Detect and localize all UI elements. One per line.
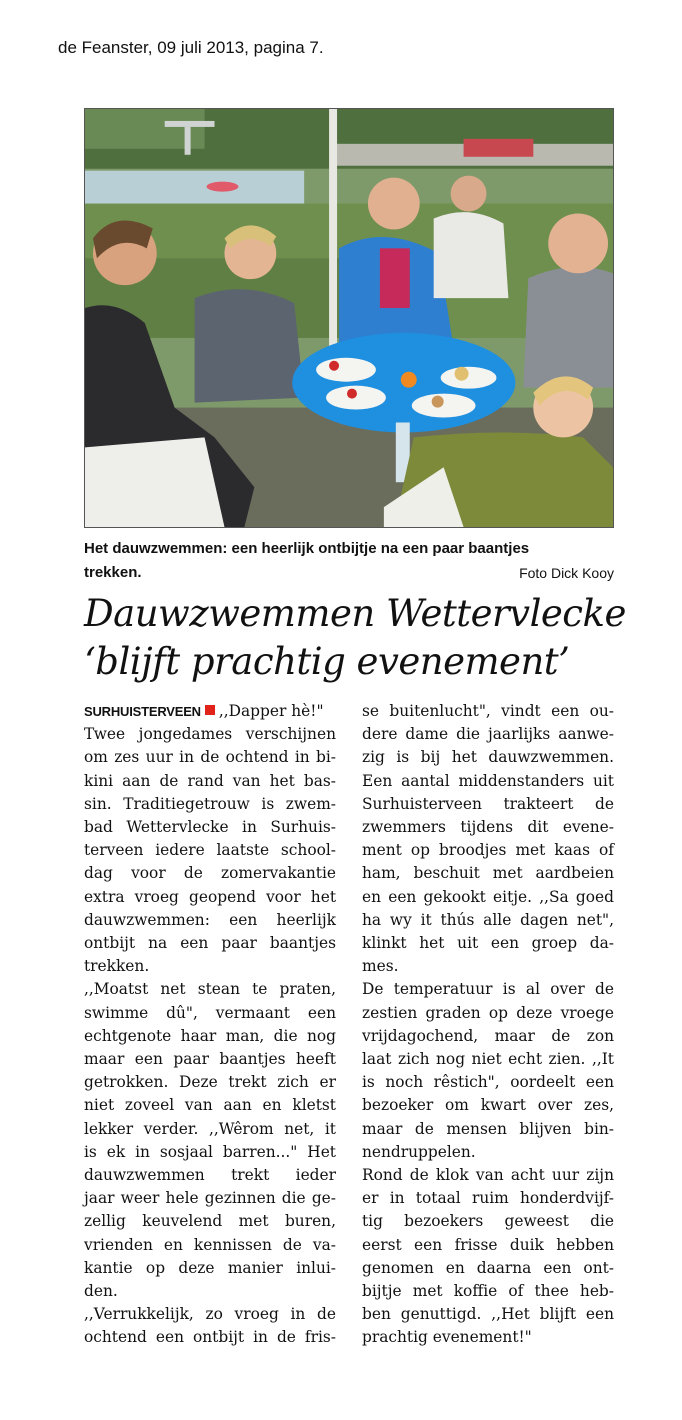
article-line: klinkt het uit een groep da- [362,934,614,953]
article-line: om zes uur in de ochtend in bi- [84,748,336,767]
article-line: vrienden en kennissen de va- [84,1235,336,1254]
article-line: zellig keuvelend met buren, [84,1212,336,1231]
article-line: kini aan de rand van het bas- [84,771,336,790]
article-lead-text: ,,Dapper hè!" [218,702,324,720]
article-line: ,,Verrukkelijk, zo vroeg in de [84,1305,336,1324]
article-line: ben genuttigd. ,,Het blijft een [362,1305,614,1324]
article-line: Surhuisterveen trakteert de [362,794,614,813]
article-line: Twee jongedames verschijnen [84,725,336,744]
article-line: dag voor de zomervakantie [84,864,336,883]
article-line: zestien graden op deze vroege [362,1003,614,1022]
article-line: terveen iedere laatste school- [84,841,336,860]
article-line: ment op broodjes met kaas of [362,841,614,860]
article-line: maar de mensen blijven bin- [362,1119,614,1138]
caption-line-1: Het dauwzwemmen: een heerlijk ontbijtje na een paar baantjes [84,540,530,557]
article-line: kantie op deze manier inlui- [84,1258,336,1277]
article-line: bezoeker om kwart over zes, [362,1096,614,1115]
article-line: mes. [362,957,399,976]
article-line: Rond de klok van acht uur zijn [362,1166,614,1185]
article-line: eerst een frisse duik hebben [362,1235,614,1254]
article-line: laat zich nog niet echt zien. ,,It [362,1050,614,1069]
article-line: ham, beschuit met aardbeien [362,864,614,883]
article-line: se buitenlucht", vindt een ou- [362,702,614,720]
article-line: prachtig evenement!" [362,1328,532,1347]
headline [84,590,624,686]
article-line: ochtend een ontbijt in de fris- [84,1328,336,1347]
article-line: zwemmers tijdens dit evene- [362,818,614,837]
source-line: de Feanster, 09 juli 2013, pagina 7. [58,38,324,57]
article-line: De temperatuur is al over de [362,980,614,999]
article-line: swimme dû", vermaant een [84,1003,336,1022]
article-line [84,700,336,723]
article-line: echtgenote haar man, die nog [84,1026,336,1045]
article-photo [84,108,614,528]
article-photo-image [85,109,613,527]
article-line: den. [84,1282,118,1301]
article-line: vrijdagochend, maar de zon [362,1026,614,1045]
article-line: ,,Moatst net stean te praten, [84,980,336,999]
headline-line-1: Dauwzwemmen Wettervlecke [84,592,626,635]
article-line: dauwzwemmen trekt ieder [84,1166,336,1185]
article-line: ontbijt na een paar baantjes [84,934,336,953]
article-line: jaar weer hele gezinnen die ge- [84,1189,336,1208]
article-line: trekken. [84,957,150,976]
article-line: getrokken. Deze trekt zich er [84,1073,336,1092]
article-column-2 [362,700,614,1350]
article-line: bad Wettervlecke in Surhuis- [84,818,336,837]
article-line: nendruppelen. [362,1142,476,1161]
article-line: bijtje met koffie of thee heb- [362,1282,614,1301]
article-line: dauwzwemmen: een heerlijk [84,910,336,929]
red-square-icon [205,705,215,715]
article-line: niet zoveel van aan en kletst [84,1096,336,1115]
article-line: lekker verder. ,,Wêrom net, it [84,1119,336,1138]
article-line: dere dame die jaarlijks aanwe- [362,725,614,744]
article-line: er in totaal ruim honderdvijf- [362,1189,614,1208]
article-line: ha wy it thús alle dagen net", [362,910,614,929]
article-line: sin. Traditiegetrouw is zwem- [84,794,336,813]
article-line: is ek in sosjaal barren..." Het [84,1142,336,1161]
article-line: extra vroeg geopend voor het [84,887,336,906]
article-line: en een gekookt eitje. ,,Sa goed [362,887,614,906]
photo-caption [84,537,614,585]
headline-line-2: ‘blijft prachtig evenement’ [84,640,570,683]
article-line: tig bezoekers geweest die [362,1212,614,1231]
caption-line-2: trekken. [84,564,142,581]
article-line: is noch rêstich", oordeelt een [362,1073,614,1092]
article-line: zig is bij het dauwzwemmen. [362,748,614,767]
dateline: SURHUISTERVEEN [84,704,201,719]
photo-credit: Foto Dick Kooy [519,565,614,581]
article-line: Een aantal middenstanders uit [362,771,614,790]
article-line: genomen en daarna een ont- [362,1258,614,1277]
article-line: maar een paar baantjes heeft [84,1050,336,1069]
article-column-1 [84,700,336,1350]
